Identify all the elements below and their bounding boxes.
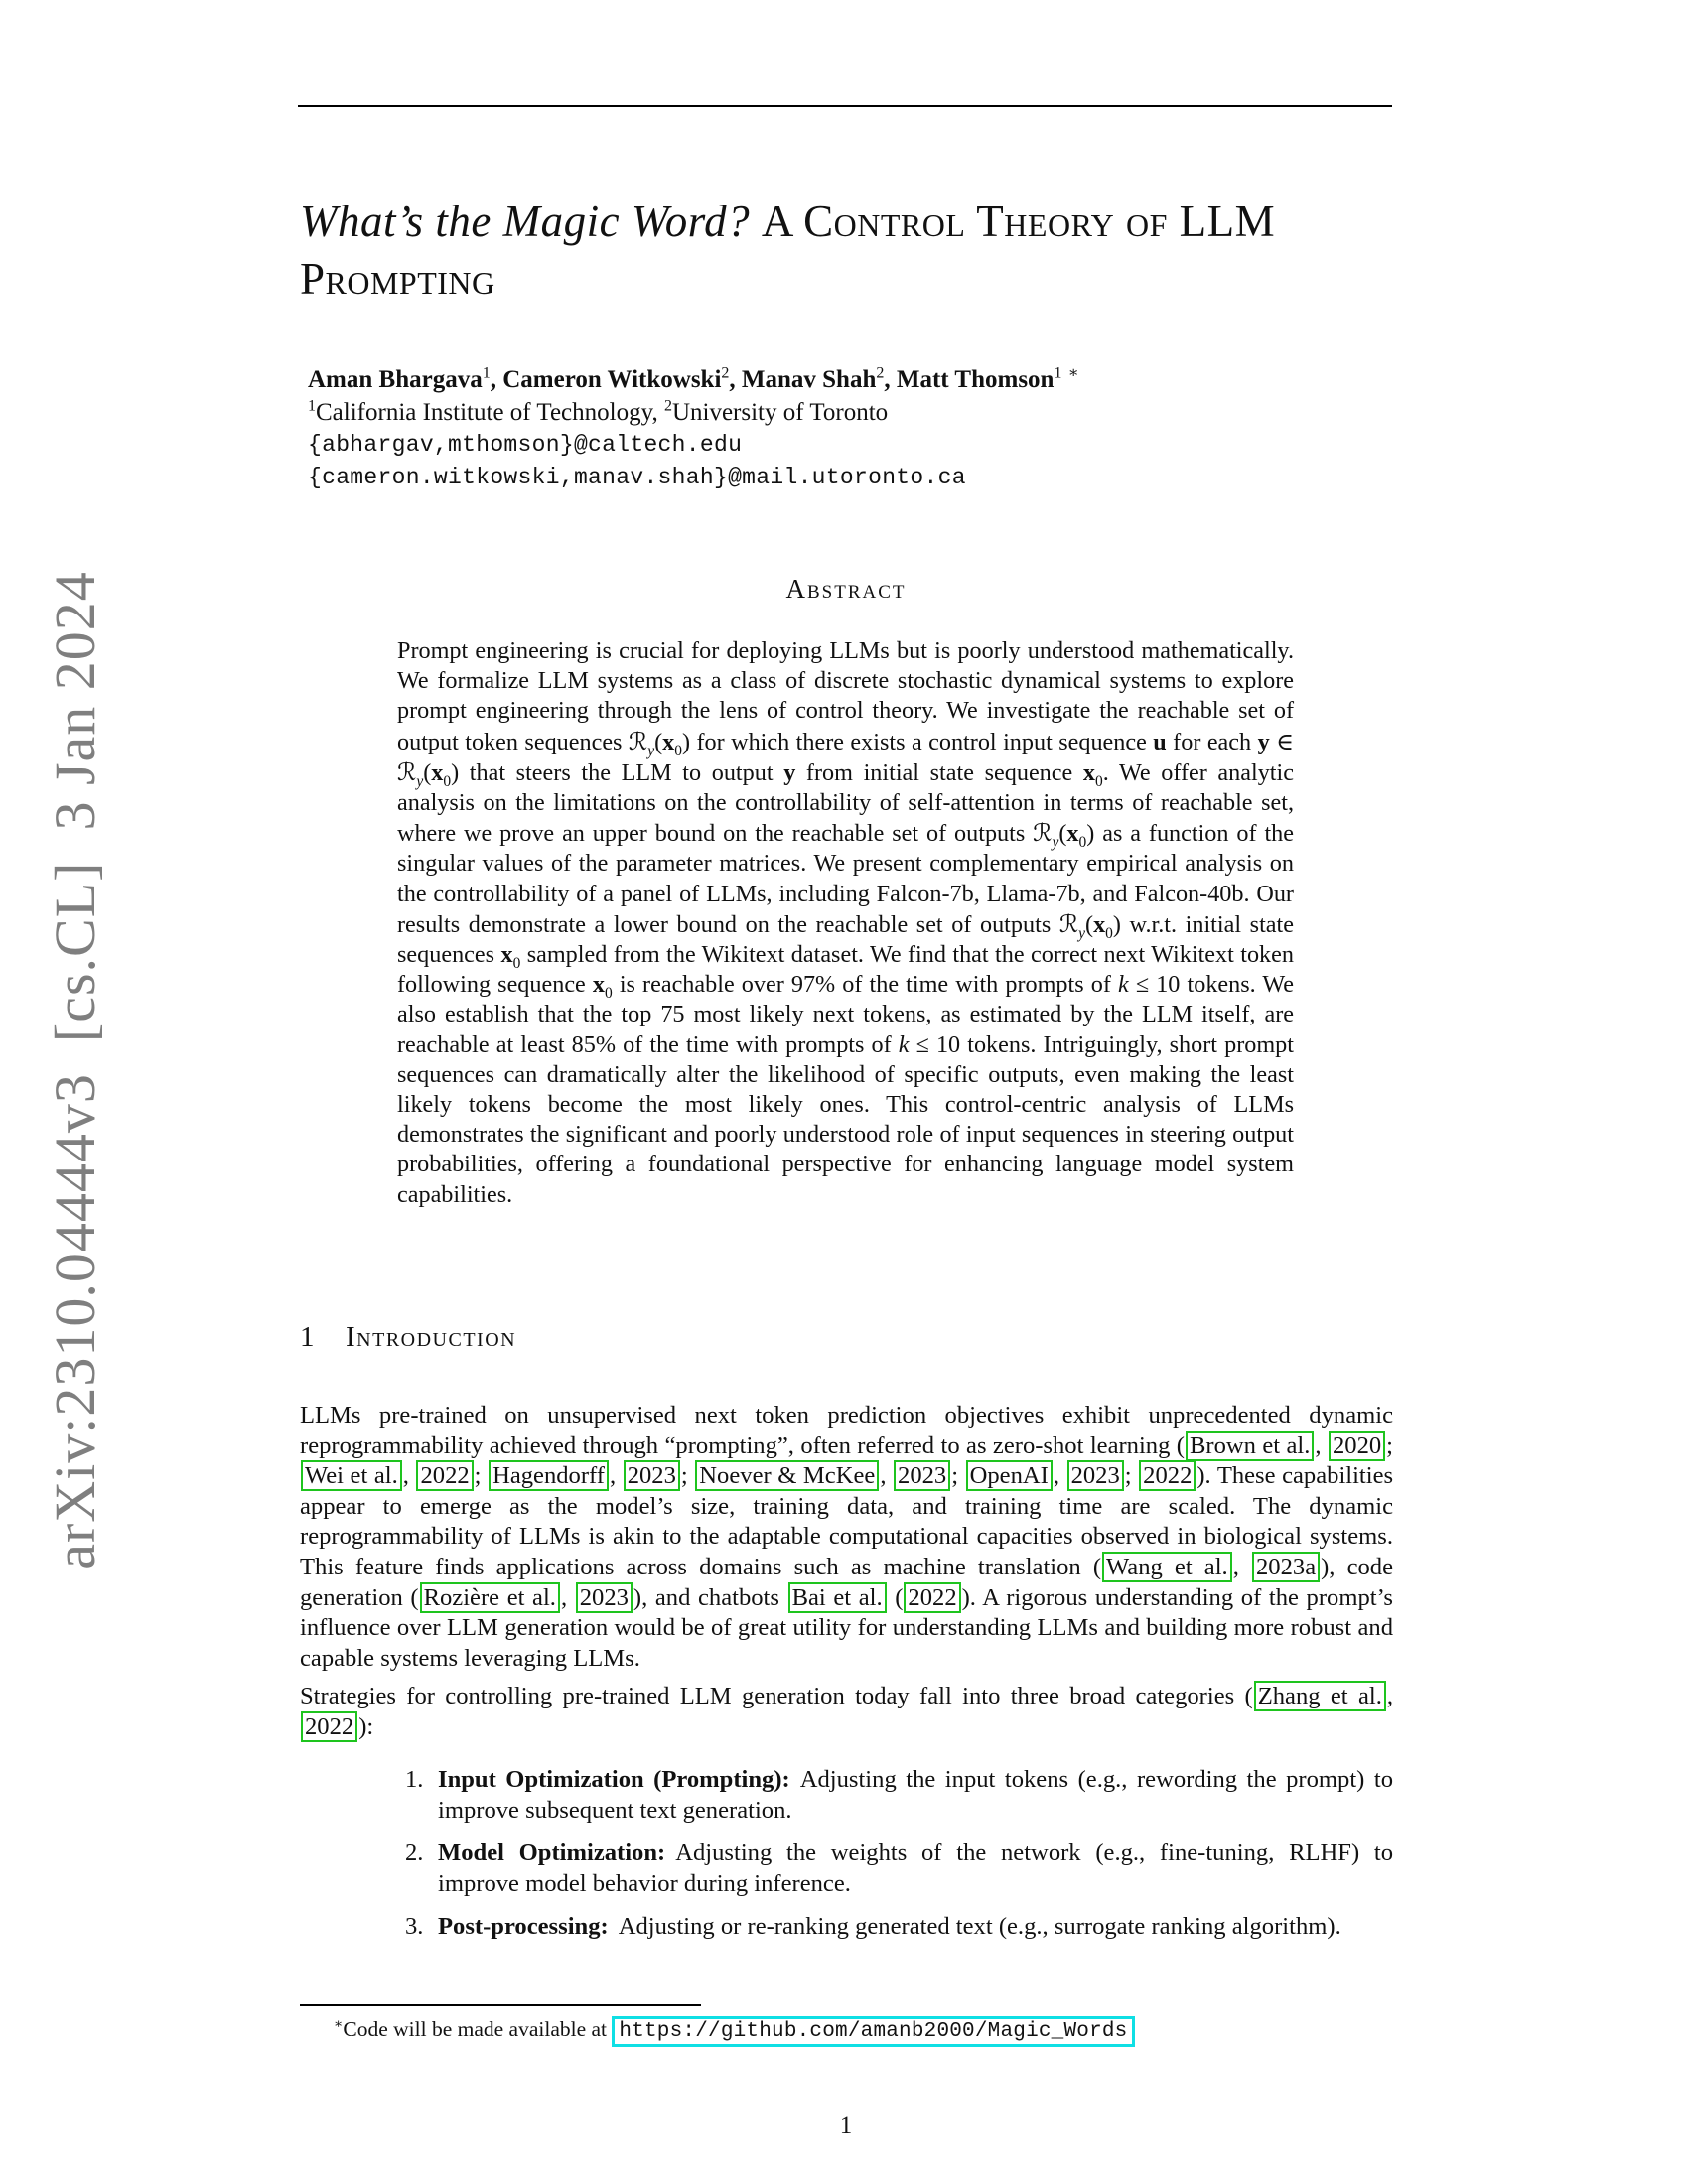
- text-segment: ). A rigorous understanding of the prompt’s influence over LLM generation would be of great utility for understanding LLMs and building more robust and capable systems leveraging LLMs.: [300, 1583, 1393, 1672]
- list-item-number: 2.: [405, 1840, 424, 1867]
- text-segment: k: [1118, 971, 1129, 999]
- text-segment: Model Optimization:: [438, 1840, 666, 1867]
- text-segment: y: [1078, 924, 1086, 942]
- top-rule: [298, 105, 1392, 107]
- text-segment: y: [783, 758, 796, 786]
- email-utoronto: {cameron.witkowski,manav.shah}@mail.utoronto.ca: [308, 465, 966, 490]
- text-segment: is reachable over 97% of the time with prompts of: [612, 971, 1118, 999]
- text-segment: x: [431, 758, 444, 786]
- text-segment: x: [500, 941, 513, 969]
- text-segment: ) w.r.t. initial state sequences: [397, 910, 1294, 969]
- text-segment: 2: [663, 397, 672, 415]
- text-segment: x: [1082, 758, 1095, 786]
- text-segment: ). These capabilities appear to emerge as the model’s size, training data, and training time are scaled. The dynamic reprogrammability of LLMs is akin to the adaptable computational capacities observed in biological systems. This feature finds applications across domains such as machine translation (: [300, 1462, 1394, 1580]
- citation-link[interactable]: Hagendorff: [489, 1460, 609, 1491]
- text-segment: ) that steers the LLM to output: [451, 758, 784, 786]
- text-segment: y: [416, 772, 424, 790]
- paper-title-smallcaps: A Control Theory of LLM Prompting: [300, 197, 1276, 304]
- text-segment: Prompt engineering is crucial for deploying LLMs but is poorly understood mathematically. We formalize LLM systems as a class of discrete stochastic dynamical systems to explore prompt engineering through the lens of control theory. We investigate the reachable set of output token sequences: [397, 637, 1294, 755]
- abstract-body: [397, 636, 1294, 1210]
- text-segment: 0: [674, 742, 682, 759]
- citation-link[interactable]: Zhang et al.: [1254, 1681, 1386, 1711]
- text-segment: ) as a function of the singular values of the parameter matrices. We present complementary empirical analysis on the controllability of a panel of LLMs, including Falcon-7b, Llama-7b, and Falcon-40b. Our results demonstrate a lower bound on the reachable set of outputs: [397, 820, 1294, 938]
- text-segment: ≤ 10 tokens. Intriguingly, short prompt sequences can dramatically alter the likelihood of specific outputs, even making the least likely tokens become the most likely ones. This control-centric analysis of LLMs demonstrates the significant and poorly understood role of input sequences in steering output probabilities, offering a foundational perspective for enhancing language model system capabilities.: [397, 1030, 1294, 1208]
- text-segment: Post-processing:: [438, 1913, 609, 1941]
- text-segment: (: [887, 1583, 904, 1611]
- text-segment: ,: [1232, 1553, 1251, 1580]
- text-segment: 0: [1105, 924, 1113, 942]
- text-segment: (: [1085, 910, 1094, 938]
- text-segment: 0: [1094, 772, 1103, 790]
- list-item-number: 1.: [405, 1766, 424, 1793]
- citation-link[interactable]: Brown et al.: [1186, 1431, 1314, 1461]
- text-segment: y: [1257, 728, 1270, 755]
- text-segment: ;: [680, 1462, 695, 1490]
- text-segment: ):: [358, 1712, 374, 1740]
- text-segment: ,: [609, 1462, 623, 1490]
- text-segment: Adjusting or re-ranking generated text (e.g., surrogate ranking algorithm).: [618, 1913, 1341, 1941]
- text-segment: ;: [1124, 1462, 1139, 1490]
- text-segment: 0: [1078, 834, 1087, 852]
- text-segment: ,: [1315, 1432, 1328, 1459]
- text-segment: ;: [1386, 1432, 1393, 1459]
- citation-link[interactable]: 2023: [576, 1582, 633, 1613]
- list-item: [405, 1912, 1393, 1943]
- abstract-heading: Abstract: [785, 574, 907, 604]
- text-segment: ,: [884, 366, 897, 393]
- text-segment: 1: [482, 364, 491, 382]
- text-segment: 0: [443, 772, 452, 790]
- email-caltech: {abhargav,mthomson}@caltech.edu: [308, 432, 743, 458]
- citation-link[interactable]: 2023: [894, 1460, 950, 1491]
- list-item-text: [438, 1839, 1393, 1899]
- text-segment: (: [654, 728, 663, 755]
- text-segment: 1: [1054, 364, 1062, 382]
- text-segment: x: [592, 971, 605, 999]
- text-segment: ≤ 10 tokens. We also establish that the top 75 most likely next tokens, as estimated by the LLM itself, are reachable at least 85% of the time with prompts of: [397, 971, 1294, 1058]
- text-segment: ) for which there exists a control input sequence: [681, 728, 1154, 755]
- text-segment: 2: [721, 364, 730, 382]
- text-segment: ℛ: [1033, 819, 1053, 848]
- page-number: 1: [839, 2113, 853, 2139]
- arxiv-watermark: arXiv:2310.04444v3 [cs.CL] 3 Jan 2024: [43, 571, 107, 1570]
- affiliations-line: [308, 396, 1400, 429]
- section-number: 1: [300, 1321, 315, 1353]
- footnote: [300, 2016, 1396, 2045]
- citation-link[interactable]: 2022: [416, 1460, 473, 1491]
- text-segment: 1: [308, 397, 316, 415]
- text-segment: y: [647, 742, 655, 759]
- text-segment: x: [662, 728, 675, 755]
- text-segment: x: [1066, 820, 1079, 848]
- citation-link[interactable]: Wei et al.: [301, 1460, 402, 1491]
- text-segment: ;: [951, 1462, 965, 1490]
- text-segment: ,: [402, 1462, 416, 1490]
- list-item: [405, 1765, 1393, 1826]
- text-segment: Adjusting the weights of the network (e.g., fine-tuning, RLHF) to improve model behavior during inference.: [438, 1840, 1393, 1897]
- text-segment: ℛ: [1058, 909, 1079, 938]
- text-segment: sampled from the Wikitext dataset. We find that the correct next Wikitext token following sequence: [397, 941, 1294, 999]
- author-block: [308, 363, 1400, 494]
- text-segment: ,: [1386, 1683, 1393, 1709]
- section-heading-introduction: [300, 1321, 1392, 1354]
- text-segment: 0: [604, 985, 613, 1003]
- authors-line: [308, 363, 1400, 396]
- intro-paragraph-1: [300, 1401, 1393, 1674]
- text-segment: Cameron Witkowski: [502, 366, 722, 393]
- text-segment: University of Toronto: [671, 399, 889, 426]
- text-segment: Aman Bhargava: [308, 366, 483, 393]
- citation-link[interactable]: 2023: [624, 1460, 680, 1491]
- paper-title-italic: What’s the Magic Word?: [300, 197, 762, 246]
- text-segment: Input Optimization (Prompting):: [438, 1766, 790, 1793]
- citation-link[interactable]: 2022: [1139, 1460, 1196, 1491]
- intro-paragraph-2: [300, 1682, 1393, 1742]
- text-segment: Strategies for controlling pre-trained LLM generation today fall into three broad categories (: [300, 1683, 1253, 1709]
- text-segment: California Institute of Technology,: [316, 399, 664, 426]
- text-segment: ℛ: [397, 757, 417, 786]
- list-item-text: [438, 1912, 1393, 1943]
- citation-link[interactable]: OpenAI: [966, 1460, 1053, 1491]
- text-segment: ∗: [1067, 364, 1079, 382]
- citation-link[interactable]: Rozière et al.: [420, 1582, 560, 1613]
- list-item-number: 3.: [405, 1913, 424, 1941]
- strategy-list: [405, 1765, 1393, 1956]
- text-segment: LLMs pre-trained on unsupervised next token prediction objectives exhibit unprecedented dynamic reprogrammability achieved through “prompting”, often referred to as zero-shot learning (: [300, 1402, 1393, 1459]
- text-segment: Code will be made available at: [343, 2017, 613, 2041]
- text-segment: (: [1058, 820, 1067, 848]
- citation-link[interactable]: Bai et al.: [788, 1582, 887, 1613]
- citation-link[interactable]: 2023: [1067, 1460, 1124, 1491]
- text-segment: ), and chatbots: [633, 1583, 787, 1611]
- text-segment: for each: [1166, 728, 1258, 755]
- citation-link[interactable]: 2020: [1329, 1431, 1385, 1461]
- text-segment: Manav Shah: [741, 366, 877, 393]
- url-link[interactable]: https://github.com/amanb2000/Magic_Words: [612, 2016, 1134, 2047]
- list-item-text: [438, 1765, 1393, 1826]
- text-segment: . We offer analytic analysis on the limitations on the controllability of self-attention in terms of reachable set, where we prove an upper bound on the reachable set of outputs: [397, 758, 1294, 848]
- text-segment: ,: [1053, 1462, 1066, 1490]
- text-segment: u: [1153, 728, 1167, 755]
- text-segment: y: [1052, 834, 1059, 852]
- citation-link[interactable]: 2023a: [1252, 1552, 1320, 1582]
- text-segment: ∗: [334, 2015, 344, 2031]
- text-segment: ,: [880, 1462, 894, 1490]
- text-segment: ∈: [1269, 728, 1294, 755]
- text-segment: Adjusting the input tokens (e.g., rewording the prompt) to improve subsequent text generation.: [438, 1766, 1393, 1824]
- text-segment: from initial state sequence: [795, 758, 1083, 786]
- paper-title: [300, 193, 1397, 308]
- footnote-rule: [300, 2004, 701, 2006]
- citation-link[interactable]: 2022: [301, 1711, 357, 1742]
- citation-link[interactable]: Wang et al.: [1102, 1552, 1232, 1582]
- text-segment: 0: [512, 954, 521, 972]
- text-segment: x: [1093, 910, 1106, 938]
- text-segment: ,: [729, 366, 742, 393]
- text-segment: (: [423, 758, 432, 786]
- citation-link[interactable]: 2022: [904, 1582, 960, 1613]
- text-segment: ,: [560, 1583, 575, 1611]
- text-segment: 2: [876, 364, 885, 382]
- text-segment: ), code generation (: [300, 1553, 1394, 1611]
- text-segment: ℛ: [628, 727, 648, 755]
- text-segment: Matt Thomson: [896, 366, 1055, 393]
- section-name: Introduction: [346, 1321, 517, 1353]
- text-segment: ,: [490, 366, 503, 393]
- citation-link[interactable]: Noever & McKee: [695, 1460, 879, 1491]
- text-segment: k: [898, 1030, 910, 1058]
- list-item: [405, 1839, 1393, 1899]
- text-segment: ;: [474, 1462, 489, 1490]
